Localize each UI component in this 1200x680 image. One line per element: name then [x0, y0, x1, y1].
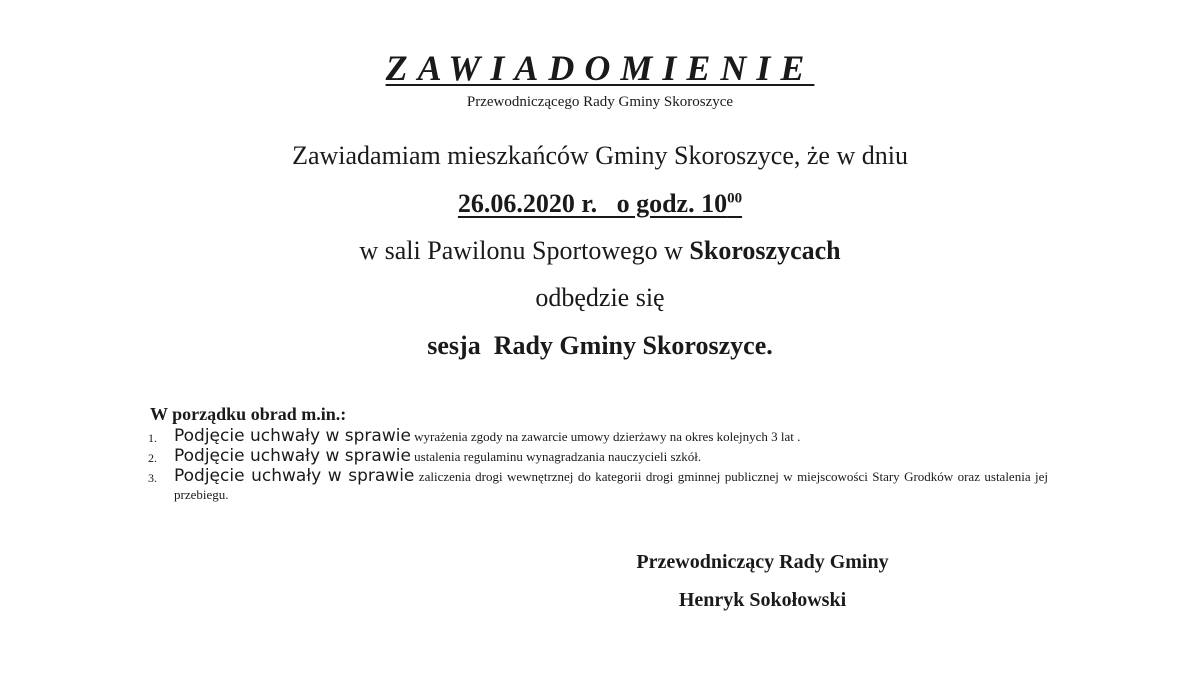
agenda-item-text: zaliczenia drogi wewnętrznej do kategorii drogi gminnej publicznej w miejscowości Stary Grodków oraz ustalenia jej przebiegu.: [174, 469, 1048, 502]
agenda-item: [148, 426, 1048, 446]
agenda-item-number: 3.: [148, 471, 157, 485]
signature-role: Przewodniczący Rady Gminy: [636, 551, 889, 573]
meeting-location-prefix: w sali Pawilonu Sportowego w: [359, 236, 690, 265]
meeting-location: [0, 234, 1200, 268]
agenda-item-lead: Podjęcie uchwały w sprawie: [174, 446, 411, 466]
agenda-item-lead: Podjęcie uchwały w sprawie: [174, 466, 415, 486]
agenda-heading: W porządku obrad m.in.:: [150, 404, 347, 424]
agenda-item: [148, 446, 1048, 466]
announcement-intro: Zawiadamiam mieszkańców Gminy Skoroszyce, że w dniu: [292, 141, 908, 170]
meeting-date-time-main: 26.06.2020 r. o godz. 10: [457, 189, 728, 218]
meeting-location-town: Skoroszycach: [689, 236, 841, 265]
signature-name: Henryk Sokołowski: [678, 589, 847, 611]
session-name: sesja Rady Gminy Skoroszyce.: [427, 331, 773, 360]
agenda-item-lead: Podjęcie uchwały w sprawie: [174, 426, 411, 446]
agenda-item-text: ustalenia regulaminu wynagradzania nauczycieli szkół.: [410, 449, 702, 464]
agenda-item: [148, 466, 1048, 504]
agenda-list: [148, 426, 1048, 504]
meeting-time-minutes: 00: [727, 190, 743, 207]
agenda-item-number: 2.: [148, 451, 157, 465]
agenda-item-text: wyrażenia zgody na zawarcie umowy dzierżawy na okres kolejnych 3 lat .: [410, 429, 801, 444]
agenda-item-number: 1.: [148, 431, 157, 445]
notice-subtitle: Przewodniczącego Rady Gminy Skoroszyce: [466, 94, 734, 110]
announcement-will-take-place: odbędzie się: [535, 283, 665, 312]
meeting-date-time: [0, 187, 1200, 221]
notice-title: ZAWIADOMIENIE: [385, 48, 815, 88]
